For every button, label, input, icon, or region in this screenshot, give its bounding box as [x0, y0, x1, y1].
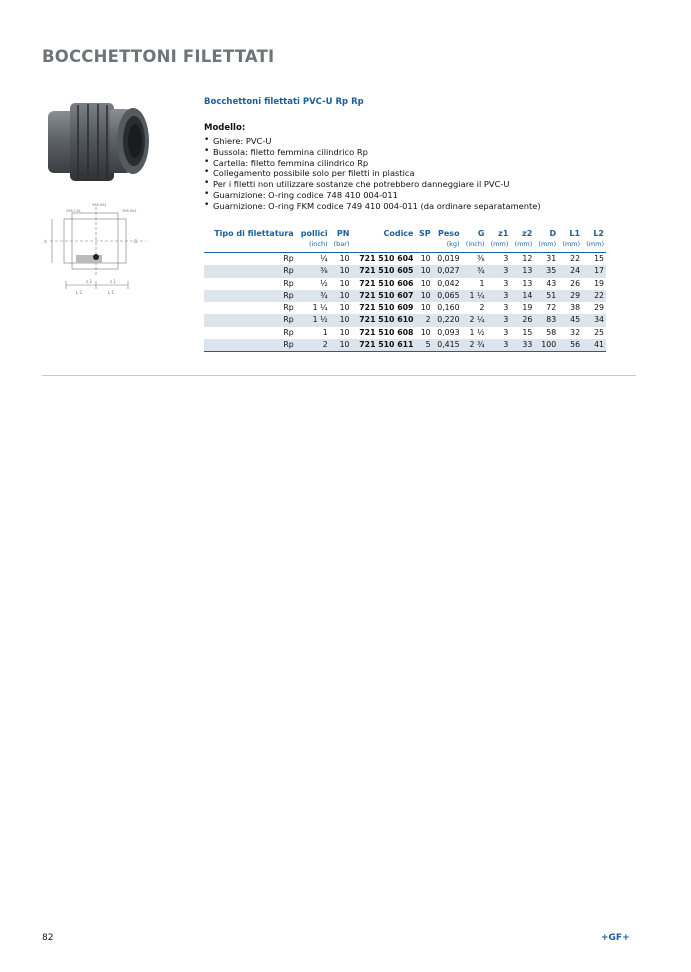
table-cell: 72 [546, 303, 557, 313]
table-cell: 3 [503, 254, 509, 263]
table-cell: 10 [330, 290, 352, 302]
table-cell: 721 510 608 [359, 327, 414, 337]
table-cell: Rp [283, 278, 294, 288]
header-l1: L1 [569, 229, 581, 238]
technical-drawing [42, 201, 154, 299]
table-cell: 29 [594, 303, 604, 313]
product-photo [40, 97, 160, 185]
table-cell: 10 [330, 339, 352, 352]
table-cell: Rp [204, 290, 296, 302]
table-cell: 2 [415, 314, 432, 326]
table-cell: 15 [522, 327, 533, 337]
feature-item: • Bussola: filetto femmina cilindrico Rp [204, 147, 541, 158]
spec-table [204, 229, 606, 352]
table-cell: 26 [570, 278, 581, 288]
table-row [204, 302, 606, 314]
table-cell: 10 [415, 290, 432, 302]
header-sp: SP [419, 229, 431, 238]
table-cell: 721 510 611 [351, 339, 415, 352]
page-number: 82 [42, 933, 54, 943]
table-cell: 10 [339, 303, 350, 313]
unit-cell: (inch) [462, 239, 487, 253]
table-cell: 0,065 [433, 290, 462, 302]
table-cell: 1 ¼ [312, 303, 328, 313]
table-cell: 58 [546, 327, 557, 337]
table-cell: ¾ [462, 265, 487, 277]
header-pn: PN [336, 229, 350, 238]
table-cell: 10 [420, 303, 431, 313]
table-cell: ⅜ [476, 254, 485, 263]
table-cell: 32 [570, 327, 581, 337]
table-cell: 10 [339, 254, 350, 263]
table-cell: 1 ¼ [462, 290, 487, 302]
feature-item: • Ghiere: PVC-U [204, 136, 541, 147]
header-z2: z2 [522, 229, 533, 238]
table-row [204, 253, 606, 266]
table-cell: 3 [487, 290, 511, 302]
table-cell: 0,093 [437, 327, 460, 337]
table-cell: 721 510 604 [359, 254, 414, 263]
table-cell: 35 [534, 265, 558, 277]
table-cell: 13 [510, 265, 534, 277]
header-inches: pollici [300, 229, 328, 238]
unit-cell [415, 239, 432, 253]
drawing-label: G [134, 239, 138, 244]
table-cell: 13 [522, 278, 533, 288]
table-cell: 24 [558, 265, 582, 277]
table-cell: 10 [330, 265, 352, 277]
table-cell: ¼ [320, 254, 328, 263]
table-cell: ⅜ [296, 265, 330, 277]
unit-cell: (mm) [510, 239, 534, 253]
table-cell: Rp [283, 303, 294, 313]
table-cell: Rp [204, 314, 296, 326]
table-cell: 0,415 [433, 339, 462, 352]
table-cell: 721 510 605 [351, 265, 415, 277]
table-cell: 19 [594, 278, 604, 288]
table-cell: 83 [534, 314, 558, 326]
table-cell: 15 [594, 254, 604, 263]
table-cell: 3 [487, 314, 511, 326]
table-cell: 45 [558, 314, 582, 326]
table-cell: 12 [522, 254, 533, 263]
table-cell: 0,027 [433, 265, 462, 277]
table-cell: 10 [330, 314, 352, 326]
spec-table-body [204, 253, 606, 352]
table-cell: 3 [503, 303, 509, 313]
table-cell: 10 [415, 265, 432, 277]
table-cell: ½ [320, 278, 328, 288]
table-cell: 22 [582, 290, 606, 302]
table-cell: 3 [487, 339, 511, 352]
table-row [204, 327, 606, 339]
table-cell: 19 [522, 303, 533, 313]
table-row [204, 290, 606, 302]
table-cell: 38 [570, 303, 581, 313]
model-heading: Modello: [204, 123, 246, 133]
page-title: BOCCHETTONI FILETTATI [42, 47, 275, 66]
drawing-label: 396.116 [66, 209, 81, 213]
table-cell: 0,042 [437, 278, 460, 288]
table-cell: 2 [296, 339, 330, 352]
drawing-label: z 1 [110, 279, 116, 284]
drawing-label: L 2 [76, 290, 83, 295]
feature-item: • Per i filetti non utilizzare sostanze che potrebbero danneggiare il PVC-U [204, 179, 541, 190]
table-row [204, 314, 606, 326]
table-cell: 721 510 606 [359, 278, 414, 288]
table-row [204, 339, 606, 352]
unit-cell [204, 239, 296, 253]
feature-item: • Cartella: filetto femmina cilindrico Rp [204, 158, 541, 169]
header-thread-type: Tipo di filettatura [214, 229, 294, 238]
table-cell: 51 [534, 290, 558, 302]
table-cell: 56 [558, 339, 582, 352]
header-weight: Peso [438, 229, 460, 238]
table-cell: 31 [546, 254, 557, 263]
table-cell: 22 [570, 254, 581, 263]
header-z1: z1 [498, 229, 509, 238]
table-cell: ¾ [296, 290, 330, 302]
header-code: Codice [383, 229, 414, 238]
table-cell: Rp [204, 265, 296, 277]
brand-logo: +GF+ [601, 933, 630, 943]
table-cell: 26 [510, 314, 534, 326]
table-cell: 1 ½ [469, 327, 485, 337]
table-header-row [204, 229, 606, 239]
drawing-label: z 2 [86, 279, 92, 284]
table-cell: 0,019 [437, 254, 460, 263]
section-divider [42, 375, 636, 376]
unit-cell [351, 239, 415, 253]
feature-item: • Guarnizione: O-ring codice 748 410 004-011 [204, 190, 541, 201]
feature-item: • Collegamento possibile solo per filetti in plastica [204, 168, 541, 179]
table-cell: 0,160 [437, 303, 460, 313]
unit-cell: (mm) [582, 239, 606, 253]
table-units-row [204, 239, 606, 253]
product-name: Bocchettoni filettati PVC-U Rp Rp [204, 97, 364, 107]
table-cell: 721 510 609 [359, 303, 414, 313]
table-cell: 2 ¼ [462, 314, 487, 326]
unit-cell: (mm) [558, 239, 582, 253]
table-cell: Rp [283, 327, 294, 337]
table-cell: Rp [204, 339, 296, 352]
table-cell: 721 510 610 [351, 314, 415, 326]
feature-list [204, 136, 541, 212]
table-cell: 2 ¾ [462, 339, 487, 352]
table-cell: 0,220 [433, 314, 462, 326]
table-cell: 10 [420, 254, 431, 263]
drawing-label: d [44, 239, 47, 244]
table-cell: 3 [503, 278, 509, 288]
table-cell: 41 [582, 339, 606, 352]
table-row [204, 278, 606, 290]
header-l2: L2 [593, 229, 604, 238]
feature-item: • Guarnizione: O-ring FKM codice 749 410 004-011 (da ordinare separatamente) [204, 201, 541, 212]
drawing-label: 396.904 [122, 209, 137, 213]
table-cell: 10 [420, 327, 431, 337]
table-cell: 5 [415, 339, 432, 352]
unit-cell: (mm) [487, 239, 511, 253]
table-cell: 43 [546, 278, 557, 288]
table-cell: 33 [510, 339, 534, 352]
table-cell: 14 [510, 290, 534, 302]
unit-cell: (kg) [433, 239, 462, 253]
drawing-label: L 1 [108, 290, 115, 295]
table-row [204, 265, 606, 277]
table-cell: 34 [582, 314, 606, 326]
table-cell: 3 [487, 265, 511, 277]
table-cell: 2 [479, 303, 485, 313]
table-cell: Rp [283, 254, 294, 263]
unit-cell: (inch) [296, 239, 330, 253]
table-cell: 721 510 607 [351, 290, 415, 302]
table-cell: 1 [479, 278, 485, 288]
table-cell: 3 [503, 327, 509, 337]
table-cell: 100 [534, 339, 558, 352]
unit-cell: (mm) [534, 239, 558, 253]
table-cell: 29 [558, 290, 582, 302]
unit-cell: (bar) [330, 239, 352, 253]
table-cell: 10 [339, 327, 350, 337]
drawing-label: 396.904 [92, 203, 107, 207]
header-g: G [477, 229, 485, 238]
table-cell: 17 [582, 265, 606, 277]
header-d: D [549, 229, 557, 238]
table-cell: 1 [322, 327, 328, 337]
table-cell: 1 ½ [296, 314, 330, 326]
table-cell: 10 [339, 278, 350, 288]
table-cell: 10 [420, 278, 431, 288]
table-cell: 25 [594, 327, 604, 337]
